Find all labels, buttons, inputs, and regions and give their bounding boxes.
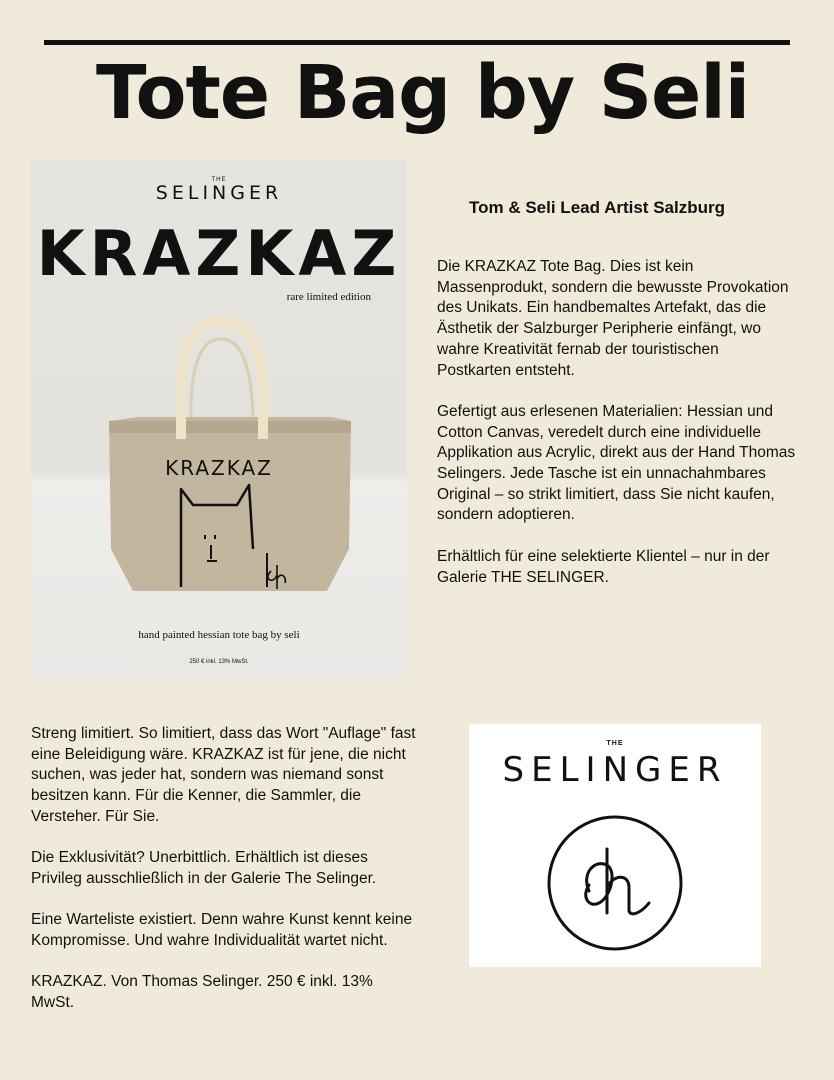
paragraph: Die Exklusivität? Unerbittlich. Erhältlich ist dieses Privileg ausschließlich in der Galerie The Selinger. [31,849,377,887]
poster-edition: rare limited edition [286,291,371,303]
description-right [437,257,797,609]
artist-subtitle: Tom & Seli Lead Artist Salzburg [469,198,725,217]
paragraph: Die KRAZKAZ Tote Bag. Dies ist kein Massenprodukt, sondern die bewusste Provokation des Unikats. Ein handbemaltes Artefakt, das die Ästhetik der Salzburger Peripherie einfängt, wo wahre Kreativität fernab der touristischen Postkarten entsteht. [437,258,789,379]
page-title: Tote Bag by Seli [96,50,750,136]
poster-headline: KRAZKAZ [36,217,402,290]
logo-name: SELINGER [502,750,728,790]
paragraph: Eine Warteliste existiert. Denn wahre Kunst kennt keine Kompromisse. Und wahre Individualität wartet nicht. [31,911,413,949]
paragraph: KRAZKAZ. Von Thomas Selinger. 250 € inkl. 13% MwSt. [31,973,373,1012]
poster-caption: hand painted hessian tote bag by seli [138,629,300,641]
poster-price: 250 € inkl. 13% MwSt. [189,659,249,665]
paragraph: Streng limitiert. So limitiert, dass das Wort "Auflage" fast eine Beleidigung wäre. KRAZKAZ ist für jene, die nicht suchen, was jeder hat, sondern was niemand sonst besitzen kann. Für die Kenner, die Sammler, die Versteher. Für Sie. [31,725,416,825]
paragraph: Erhältlich für eine selektierte Klientel – nur in der Galerie THE SELINGER. [437,547,770,586]
top-rule [44,40,790,45]
logo-the: THE [606,740,624,747]
bag-print-text: KRAZKAZ [165,456,273,480]
tote-bag-image [31,309,407,609]
selinger-logo [469,724,761,967]
product-poster [31,159,407,680]
poster-brand: SELINGER [155,182,283,204]
description-left [31,724,416,1034]
paragraph: Gefertigt aus erlesenen Materialien: Hessian und Cotton Canvas, veredelt durch eine individuelle Applikation aus Acrylic, direkt aus der Hand Thomas Selingers. Jede Tasche ist ein unnachahmbares Original – so strikt limitiert, dass Sie nicht kaufen, sondern adoptieren. [437,402,796,524]
signature-monogram-icon [545,813,685,953]
poster-brand-the: THE [211,177,227,183]
